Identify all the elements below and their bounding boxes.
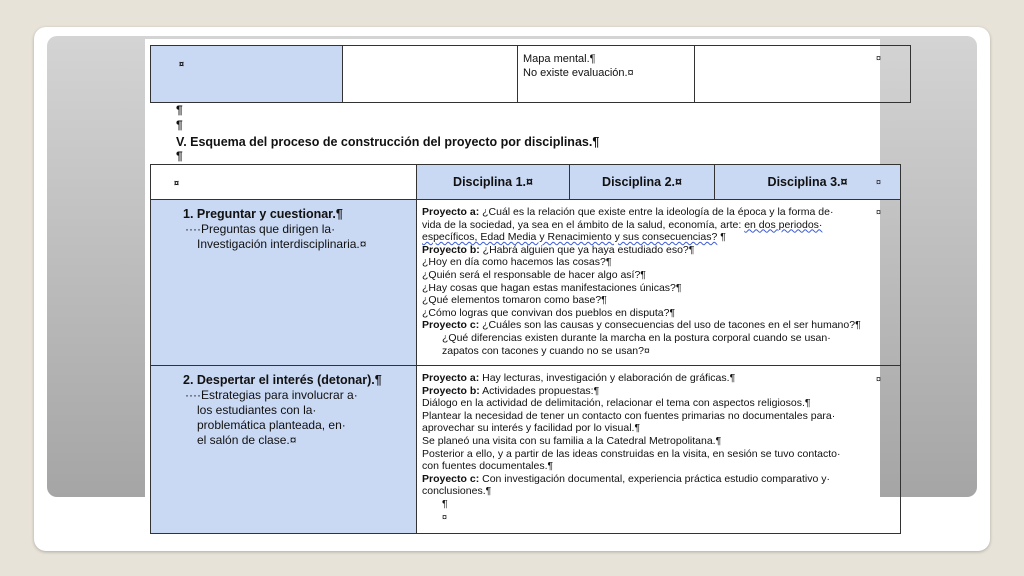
header-discipline-3-label: Disciplina 3.¤ — [767, 175, 848, 189]
project-a-wavy-2: específicos, Edad Media y Renacimiento y sus consecuencias? — [422, 231, 718, 244]
project-c-label: Proyecto c: — [422, 472, 480, 485]
header-discipline-3 — [715, 165, 901, 200]
row1-project-a-line-2 — [422, 219, 898, 232]
cell-end-mark: ¤ — [174, 178, 180, 188]
project-a-text-2: vida de la sociedad, ya sea en el ámbito de la salud, economía, arte: — [422, 218, 745, 231]
section-heading: V. Esquema del proceso de construcción del proyecto por disciplinas.¶ — [176, 135, 600, 149]
paragraph-mark: ¶ — [176, 149, 183, 163]
row2-project-b — [422, 385, 898, 398]
header-discipline-1 — [417, 165, 570, 200]
row1-project-a — [422, 206, 898, 219]
row1-line: ¿Hay cosas que hagan estas manifestaciones únicas?¶ — [422, 281, 682, 294]
project-b-label: Proyecto b: — [422, 243, 480, 256]
row2-desc-line-4: el salón de clase.¤ — [197, 433, 297, 447]
project-a-end: ¶ — [717, 231, 726, 244]
row1-project-b — [422, 244, 898, 257]
row-end-mark: ¤ — [876, 374, 882, 384]
row1-desc-line-1: ····Preguntas que dirigen la· — [185, 222, 336, 236]
row2-end-mark: ¤ — [442, 511, 448, 522]
row1-line: ¿Cómo logras que convivan dos pueblos en disputa?¶ — [422, 306, 676, 319]
top-table — [150, 45, 911, 103]
project-a-wavy-1: en dos periodos· — [744, 218, 823, 231]
header-discipline-2 — [570, 165, 715, 200]
row-end-mark: ¤ — [876, 53, 882, 63]
project-a-label: Proyecto a: — [422, 206, 480, 218]
row1-label-cell — [151, 200, 417, 366]
row1-content-cell — [417, 200, 901, 366]
discipline-table — [150, 164, 901, 534]
header-empty-cell — [151, 165, 417, 200]
row1-line: ¿Hoy en día como hacemos las cosas?¶ — [422, 256, 612, 269]
project-c-text: ¿Cuáles son las causas y consecuencias del uso de tacones en el ser humano?¶ — [479, 319, 861, 332]
row2-project-c — [422, 473, 898, 486]
map-line-1: Mapa mental.¶ — [523, 53, 596, 65]
top-table-cell-1 — [151, 46, 343, 103]
row1-title: 1. Preguntar y cuestionar.¶ — [183, 207, 343, 221]
row2-project-c-line-2: conclusiones.¶ — [422, 485, 492, 498]
header-discipline-2-label: Disciplina 2.¤ — [602, 175, 682, 189]
row1-project-a-line-3 — [422, 231, 898, 244]
row2-desc-line-2: los estudiantes con la· — [197, 403, 317, 417]
map-line-2: No existe evaluación.¤ — [523, 67, 634, 79]
paragraph-mark: ¶ — [176, 103, 183, 117]
project-c-text: Con investigación documental, experiencia práctica estudio comparativo y· — [479, 472, 830, 485]
row1-project-c-line-2: ¿Qué diferencias existen durante la marcha en la postura corporal cuando se usan· — [442, 331, 831, 344]
row1-project-c — [422, 319, 898, 332]
top-table-cell-3 — [518, 46, 695, 103]
header-discipline-1-label: Disciplina 1.¤ — [453, 175, 533, 189]
project-a-label: Proyecto a: — [422, 372, 480, 384]
row2-content-cell — [417, 366, 901, 534]
project-a-text: ¿Cuál es la relación que existe entre la ideología de la época y la forma de· — [479, 206, 834, 218]
row1-line: ¿Quién será el responsable de hacer algo así?¶ — [422, 268, 646, 281]
top-table-cell-2 — [343, 46, 518, 103]
row2-line: Diálogo en la actividad de delimitación, relacionar el tema con aspectos religiosos.¶ — [422, 397, 811, 410]
row2-line: Posterior a ello, y a partir de las ideas construidas en la visita, en sesión se tuvo contacto· — [422, 447, 841, 460]
row-end-mark: ¤ — [876, 207, 882, 217]
cell-end-mark: ¤ — [179, 59, 185, 69]
row2-line: con fuentes documentales.¶ — [422, 460, 554, 473]
row2-title: 2. Despertar el interés (detonar).¶ — [183, 373, 382, 387]
row2-line: aprovechar su interés y facilidad por lo visual.¶ — [422, 422, 641, 435]
project-b-label: Proyecto b: — [422, 384, 480, 397]
row1-project-c-line-3: zapatos con tacones y cuando no se usan?¤ — [442, 344, 650, 357]
project-c-label: Proyecto c: — [422, 319, 480, 332]
row2-project-a — [422, 372, 898, 385]
row2-line: Se planeó una visita con su familia a la Catedral Metropolitana.¶ — [422, 434, 722, 447]
document-page — [145, 39, 880, 537]
project-b-text: ¿Habrá alguien que ya haya estudiado eso?¶ — [479, 243, 695, 256]
row2-line: Plantear la necesidad de tener un contacto con fuentes primarias no documentales para· — [422, 409, 836, 422]
row1-desc-line-2: Investigación interdisciplinaria.¤ — [197, 237, 367, 251]
row1-line: ¿Qué elementos tomaron como base?¶ — [422, 294, 607, 307]
project-a-text: Hay lecturas, investigación y elaboración de gráficas.¶ — [479, 372, 736, 384]
row2-desc-line-3: problemática planteada, en· — [197, 418, 346, 432]
row2-label-cell — [151, 366, 417, 534]
row2-desc-line-1: ····Estrategias para involucrar a· — [185, 388, 358, 402]
row2-end-pilcrow: ¶ — [442, 497, 448, 510]
project-b-text: Actividades propuestas:¶ — [479, 384, 600, 397]
row-end-mark: ¤ — [876, 177, 882, 187]
paragraph-mark: ¶ — [176, 118, 183, 132]
